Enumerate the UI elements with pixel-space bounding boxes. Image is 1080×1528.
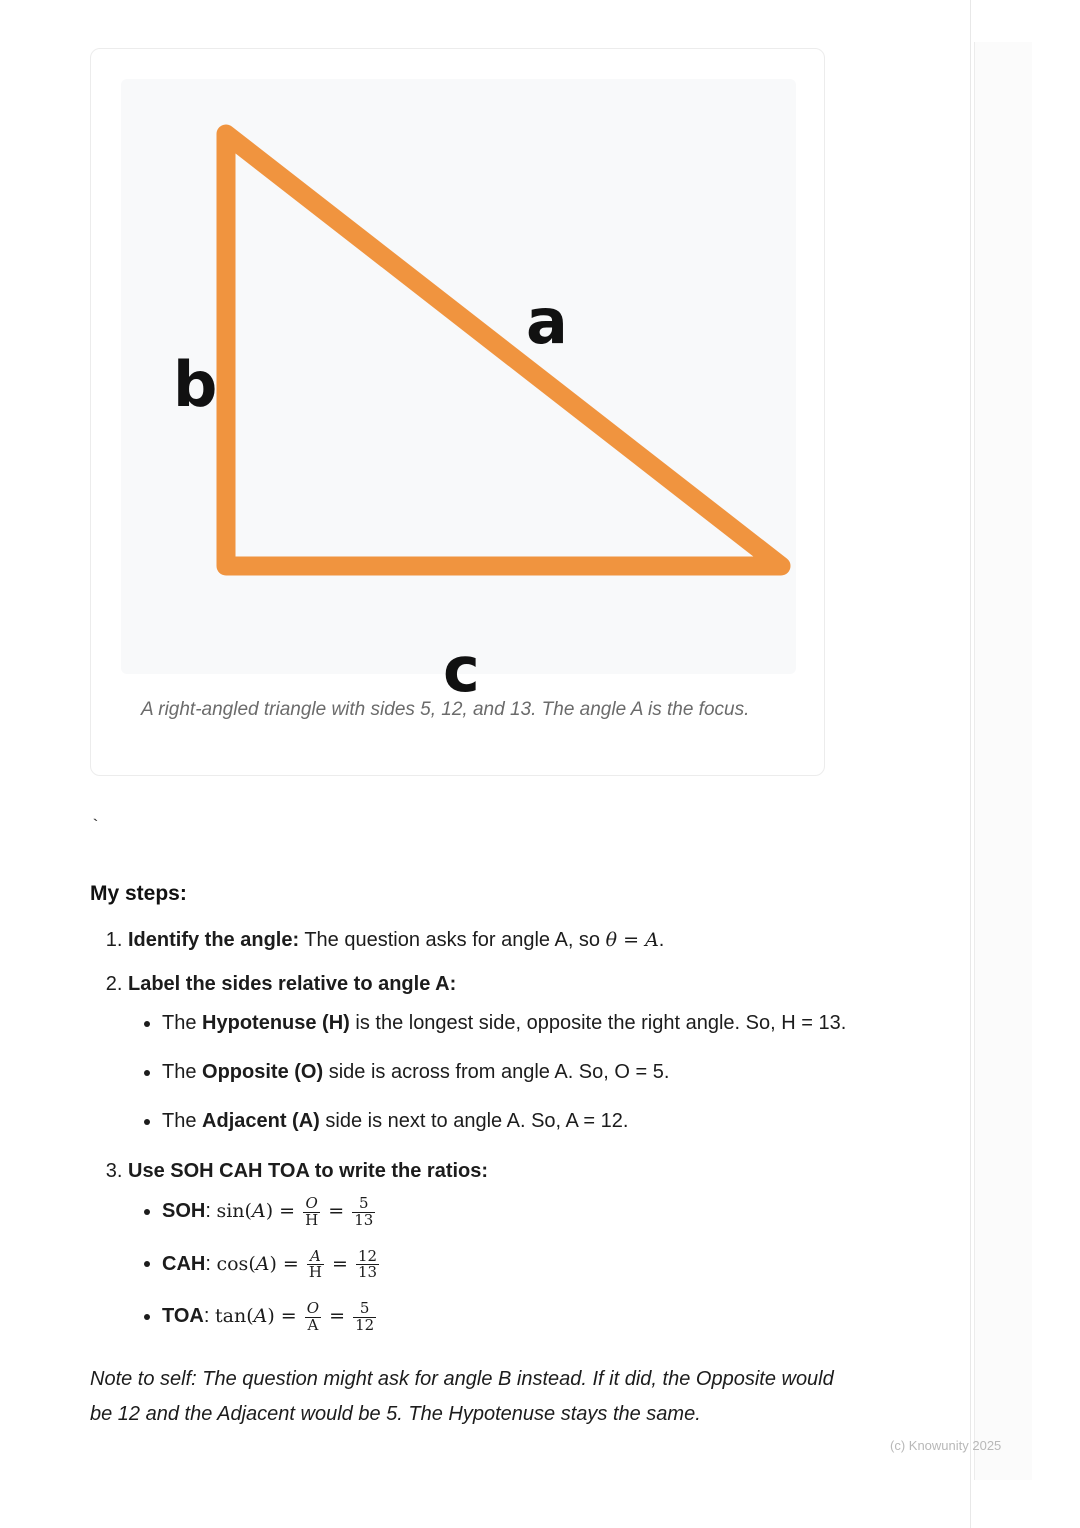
ratio-toa-value [353,1301,376,1334]
bullet-opp-bold: Opposite (O) [202,1061,324,1083]
triangle-diagram [121,79,796,706]
page-gutter [970,0,1080,1528]
stray-backtick: ` [90,818,101,838]
step-label-sides [128,969,850,1136]
scroll-gutter-strip[interactable] [974,42,1032,1480]
ratio-soh-name: SOH [162,1199,206,1222]
ratio-soh-value [352,1196,375,1229]
ratio-soh-colon: : [205,1199,217,1222]
ratio-soh-arg: A [251,1199,266,1222]
step1-equals: = [617,929,646,951]
ratio-toa-valden: 12 [355,1315,375,1334]
step3-lead: Use SOH CAH TOA to write the ratios: [128,1160,489,1182]
ratio-cah-value [356,1246,379,1282]
steps-heading: My steps: [90,882,187,905]
ratio-soh-eq2: = [322,1199,351,1222]
bullet-hyp-bold: Hypotenuse (H) [202,1012,350,1034]
ratio-cah-fn: cos [216,1252,249,1275]
ratio-toa-eq1: = [274,1304,303,1327]
ratio-toa-arg: A [253,1304,268,1327]
ratio-toa-paren-close: ) [267,1304,275,1327]
step1-lead: Identify the angle: [128,929,300,951]
ratio-soh-valnum: 5 [358,1194,369,1212]
ratio-toa-paren-open: ( [246,1304,254,1327]
ratio-toa-name: TOA [162,1304,204,1327]
ratio-soh-paren-open: ( [244,1199,252,1222]
ratio-cah-valnum: 12 [357,1246,378,1265]
ratio-soh-valden: 13 [354,1210,374,1229]
step2-bullets [128,1009,850,1136]
figure-caption: A right-angled triangle with sides 5, 12, and 13. The angle A is the focus. [141,699,750,720]
triangle-label-c: c [443,633,480,706]
ratio-cah-name: CAH [162,1252,206,1275]
triangle-label-a: a [526,285,568,358]
bullet-hypotenuse [162,1009,850,1038]
bullet-adj-bold: Adjacent (A) [202,1110,320,1132]
bullet-opp-pre: The [162,1061,203,1083]
ratio-toa-colon: : [203,1304,215,1327]
bullet-adjacent [162,1107,850,1136]
ratio-cah [162,1246,850,1282]
step1-angle: A [645,929,659,951]
step1-text: The question asks for angle A, so [299,929,606,951]
figure-card [90,48,825,776]
ratio-cah-paren-close: ) [269,1252,277,1275]
ratio-cah-colon: : [205,1252,217,1275]
ratio-toa-ratio [305,1301,321,1334]
ratio-cah-eq2: = [325,1252,354,1275]
step2-lead: Label the sides relative to angle A: [128,973,457,995]
ratio-cah-eq1: = [276,1252,305,1275]
bullet-adj-post: side is next to angle A. So, A = 12. [319,1110,629,1132]
ratio-toa-fn: tan [214,1304,247,1327]
ratio-soh-eq1: = [273,1199,302,1222]
triangle-shape-icon [121,79,796,674]
ratio-soh-ratio [303,1196,320,1229]
ratio-soh [162,1196,850,1229]
ratio-toa [162,1301,850,1334]
ratio-cah-num: A [310,1246,321,1265]
ratio-cah-paren-open: ( [248,1252,256,1275]
ratio-soh-paren-close: ) [265,1199,274,1222]
ratio-soh-den: H [305,1210,319,1229]
ratio-toa-eq2: = [323,1304,352,1327]
ratio-toa-num: O [306,1299,320,1317]
bullet-hyp-post: is the longest side, opposite the right angle. So, H = 13. [349,1012,847,1034]
note-to-self: Note to self: The question might ask for angle B instead. If it did, the Opposite would be 12 and the Adjacent would be 5. The Hypotenuse stays the same. [90,1368,834,1425]
bullet-adj-pre: The [162,1110,203,1132]
step1-theta: θ [605,929,618,951]
ratio-cah-ratio [307,1246,324,1282]
ratio-cah-den: H [308,1263,322,1282]
bullet-opposite [162,1058,850,1087]
step-sohcahtoa [128,1156,850,1334]
step1-period: . [658,929,665,951]
bullet-hyp-pre: The [162,1012,203,1034]
ratio-toa-valnum: 5 [359,1299,370,1317]
step3-bullets [128,1196,850,1334]
bullet-opp-post: side is across from angle A. So, O = 5. [323,1061,670,1083]
step-identify-angle [128,925,850,955]
ratio-soh-num: O [305,1194,318,1212]
copyright-notice: (c) Knowunity 2025 [890,1438,1002,1453]
ratio-cah-arg: A [255,1252,270,1275]
ratio-soh-fn: sin [216,1199,245,1222]
steps-list [90,925,850,1354]
ratio-cah-valden: 13 [357,1263,378,1282]
triangle-label-b: b [173,348,218,421]
ratio-toa-den: A [305,1317,321,1334]
